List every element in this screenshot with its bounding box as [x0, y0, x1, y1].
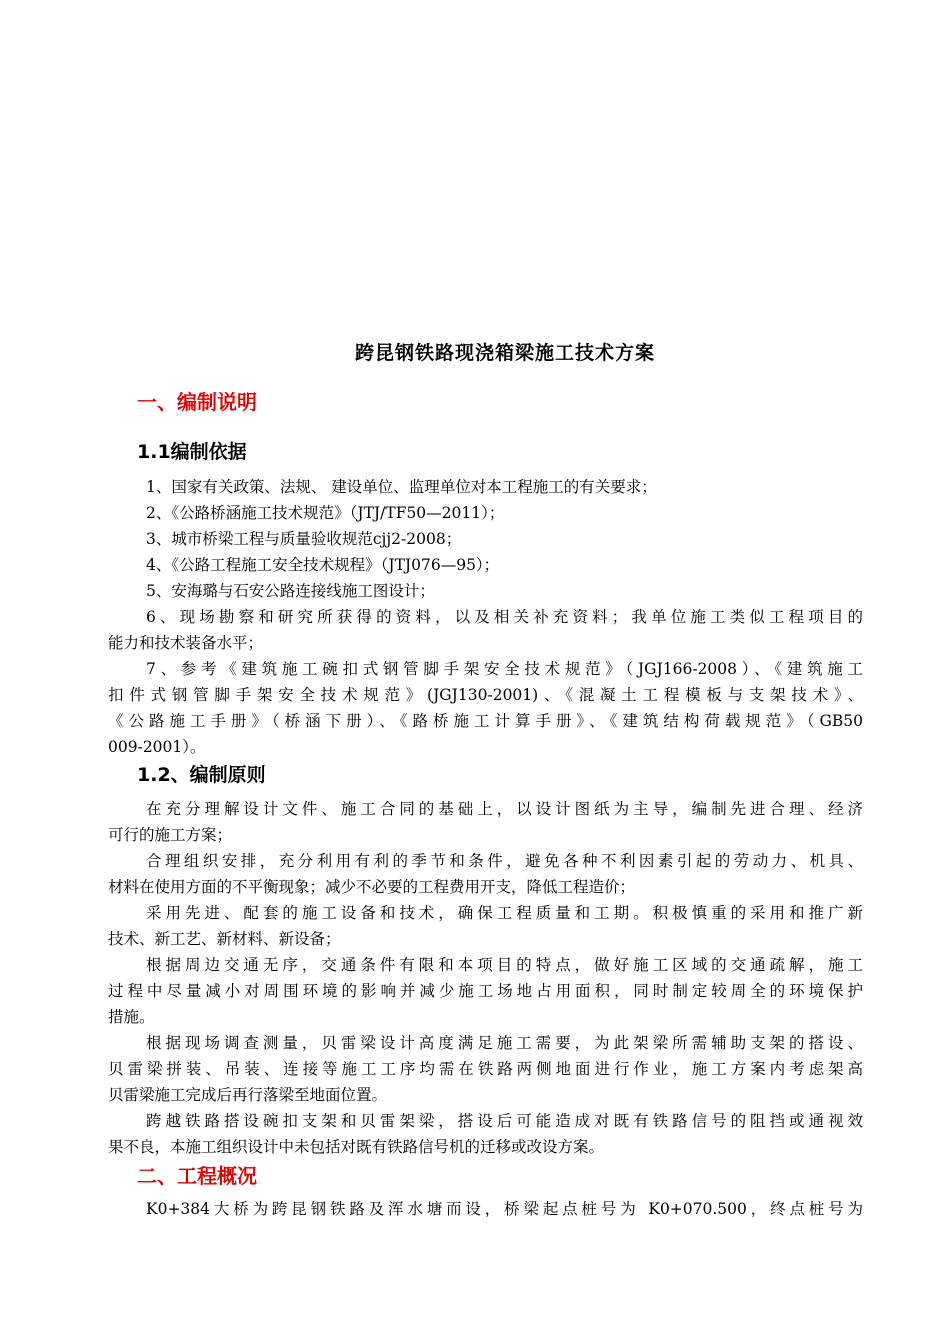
paragraph-line: 009-2001）。: [108, 738, 206, 756]
paragraph-line: 《公路施工手册》（桥涵下册）、《路桥施工计算手册》、《建筑结构荷载规范》（GB50: [108, 712, 863, 730]
paragraph-line: 1、国家有关政策、法规、 建设单位、监理单位对本工程施工的有关要求；: [146, 478, 657, 496]
paragraph-line: 5、安海璐与石安公路连接线施工图设计；: [146, 582, 435, 600]
paragraph-line: 7、参考《建筑施工碗扣式钢管脚手架安全技术规范》（JGJ166-2008）、《建筑施工: [146, 660, 863, 678]
paragraph-line: 3、城市桥梁工程与质量验收规范cjj2-2008；: [146, 530, 462, 548]
paragraph-line: 扣件式钢管脚手架安全技术规范》(JGJ130-2001)、《混凝土工程模板与支架技术》、: [108, 686, 863, 704]
paragraph-line: 6、现场勘察和研究所获得的资料，以及相关补充资料；我单位施工类似工程项目的: [146, 608, 863, 626]
paragraph-line: 跨越铁路搭设碗扣支架和贝雷架梁，搭设后可能造成对既有铁路信号的阻挡或通视效: [146, 1112, 863, 1130]
paragraph-line: 根据周边交通无序，交通条件有限和本项目的特点，做好施工区域的交通疏解，施工: [146, 956, 863, 974]
section-1-1-body: [108, 474, 863, 760]
section-2-body: [108, 1196, 863, 1222]
paragraph-line: 贝雷梁施工完成后再行落梁至地面位置。: [108, 1086, 388, 1104]
paragraph-line: 果不良，本施工组织设计中未包括对既有铁路信号机的迁移或改设方案。: [108, 1138, 605, 1156]
paragraph-line: 材料在使用方面的不平衡现象；减少不必要的工程费用开支，降低工程造价；: [108, 878, 636, 896]
paragraph-line: 可行的施工方案；: [108, 826, 233, 844]
paragraph-line: 在充分理解设计文件、施工合同的基础上，以设计图纸为主导，编制先进合理、经济: [146, 800, 863, 818]
document-title: 跨昆钢铁路现浇箱梁施工技术方案: [354, 342, 655, 364]
paragraph-line: 能力和技术装备水平；: [108, 634, 264, 652]
paragraph-line: 根据现场调查测量，贝雷梁设计高度满足施工需要，为此架梁所需辅助支架的搭设、: [146, 1034, 863, 1052]
paragraph-line: 措施。: [108, 1008, 155, 1026]
paragraph-line: K0+384大桥为跨昆钢铁路及浑水塘而设，桥梁起点桩号为 K0+070.500，终点桩号为: [146, 1200, 863, 1218]
section-1-2-body: [108, 796, 863, 1160]
subsection-heading-1-1: 1.1编制依据: [137, 441, 247, 463]
paragraph-line: 技术、新工艺、新材料、新设备；: [108, 930, 341, 948]
paragraph-line: 贝雷梁拼装、吊装、连接等施工工序均需在铁路两侧地面进行作业，施工方案内考虑架高: [108, 1060, 863, 1078]
section-heading-2: 二、工程概况: [137, 1164, 257, 1188]
subsection-heading-1-2: 1.2、编制原则: [137, 764, 266, 786]
paragraph-line: 过程中尽量减小对周围环境的影响并减少施工场地占用面积，同时制定较周全的环境保护: [108, 982, 863, 1000]
paragraph-line: 合理组织安排，充分利用有利的季节和条件，避免各种不利因素引起的劳动力、机具、: [146, 852, 863, 870]
paragraph-line: 采用先进、配套的施工设备和技术，确保工程质量和工期。积极慎重的采用和推广新: [146, 904, 863, 922]
paragraph-line: 2、《公路桥涵施工技术规范》（JTJ/TF50—2011）；: [146, 504, 505, 522]
section-heading-1: 一、编制说明: [137, 390, 257, 414]
paragraph-line: 4、《公路工程施工安全技术规程》（JTJ076—95）；: [146, 556, 500, 574]
